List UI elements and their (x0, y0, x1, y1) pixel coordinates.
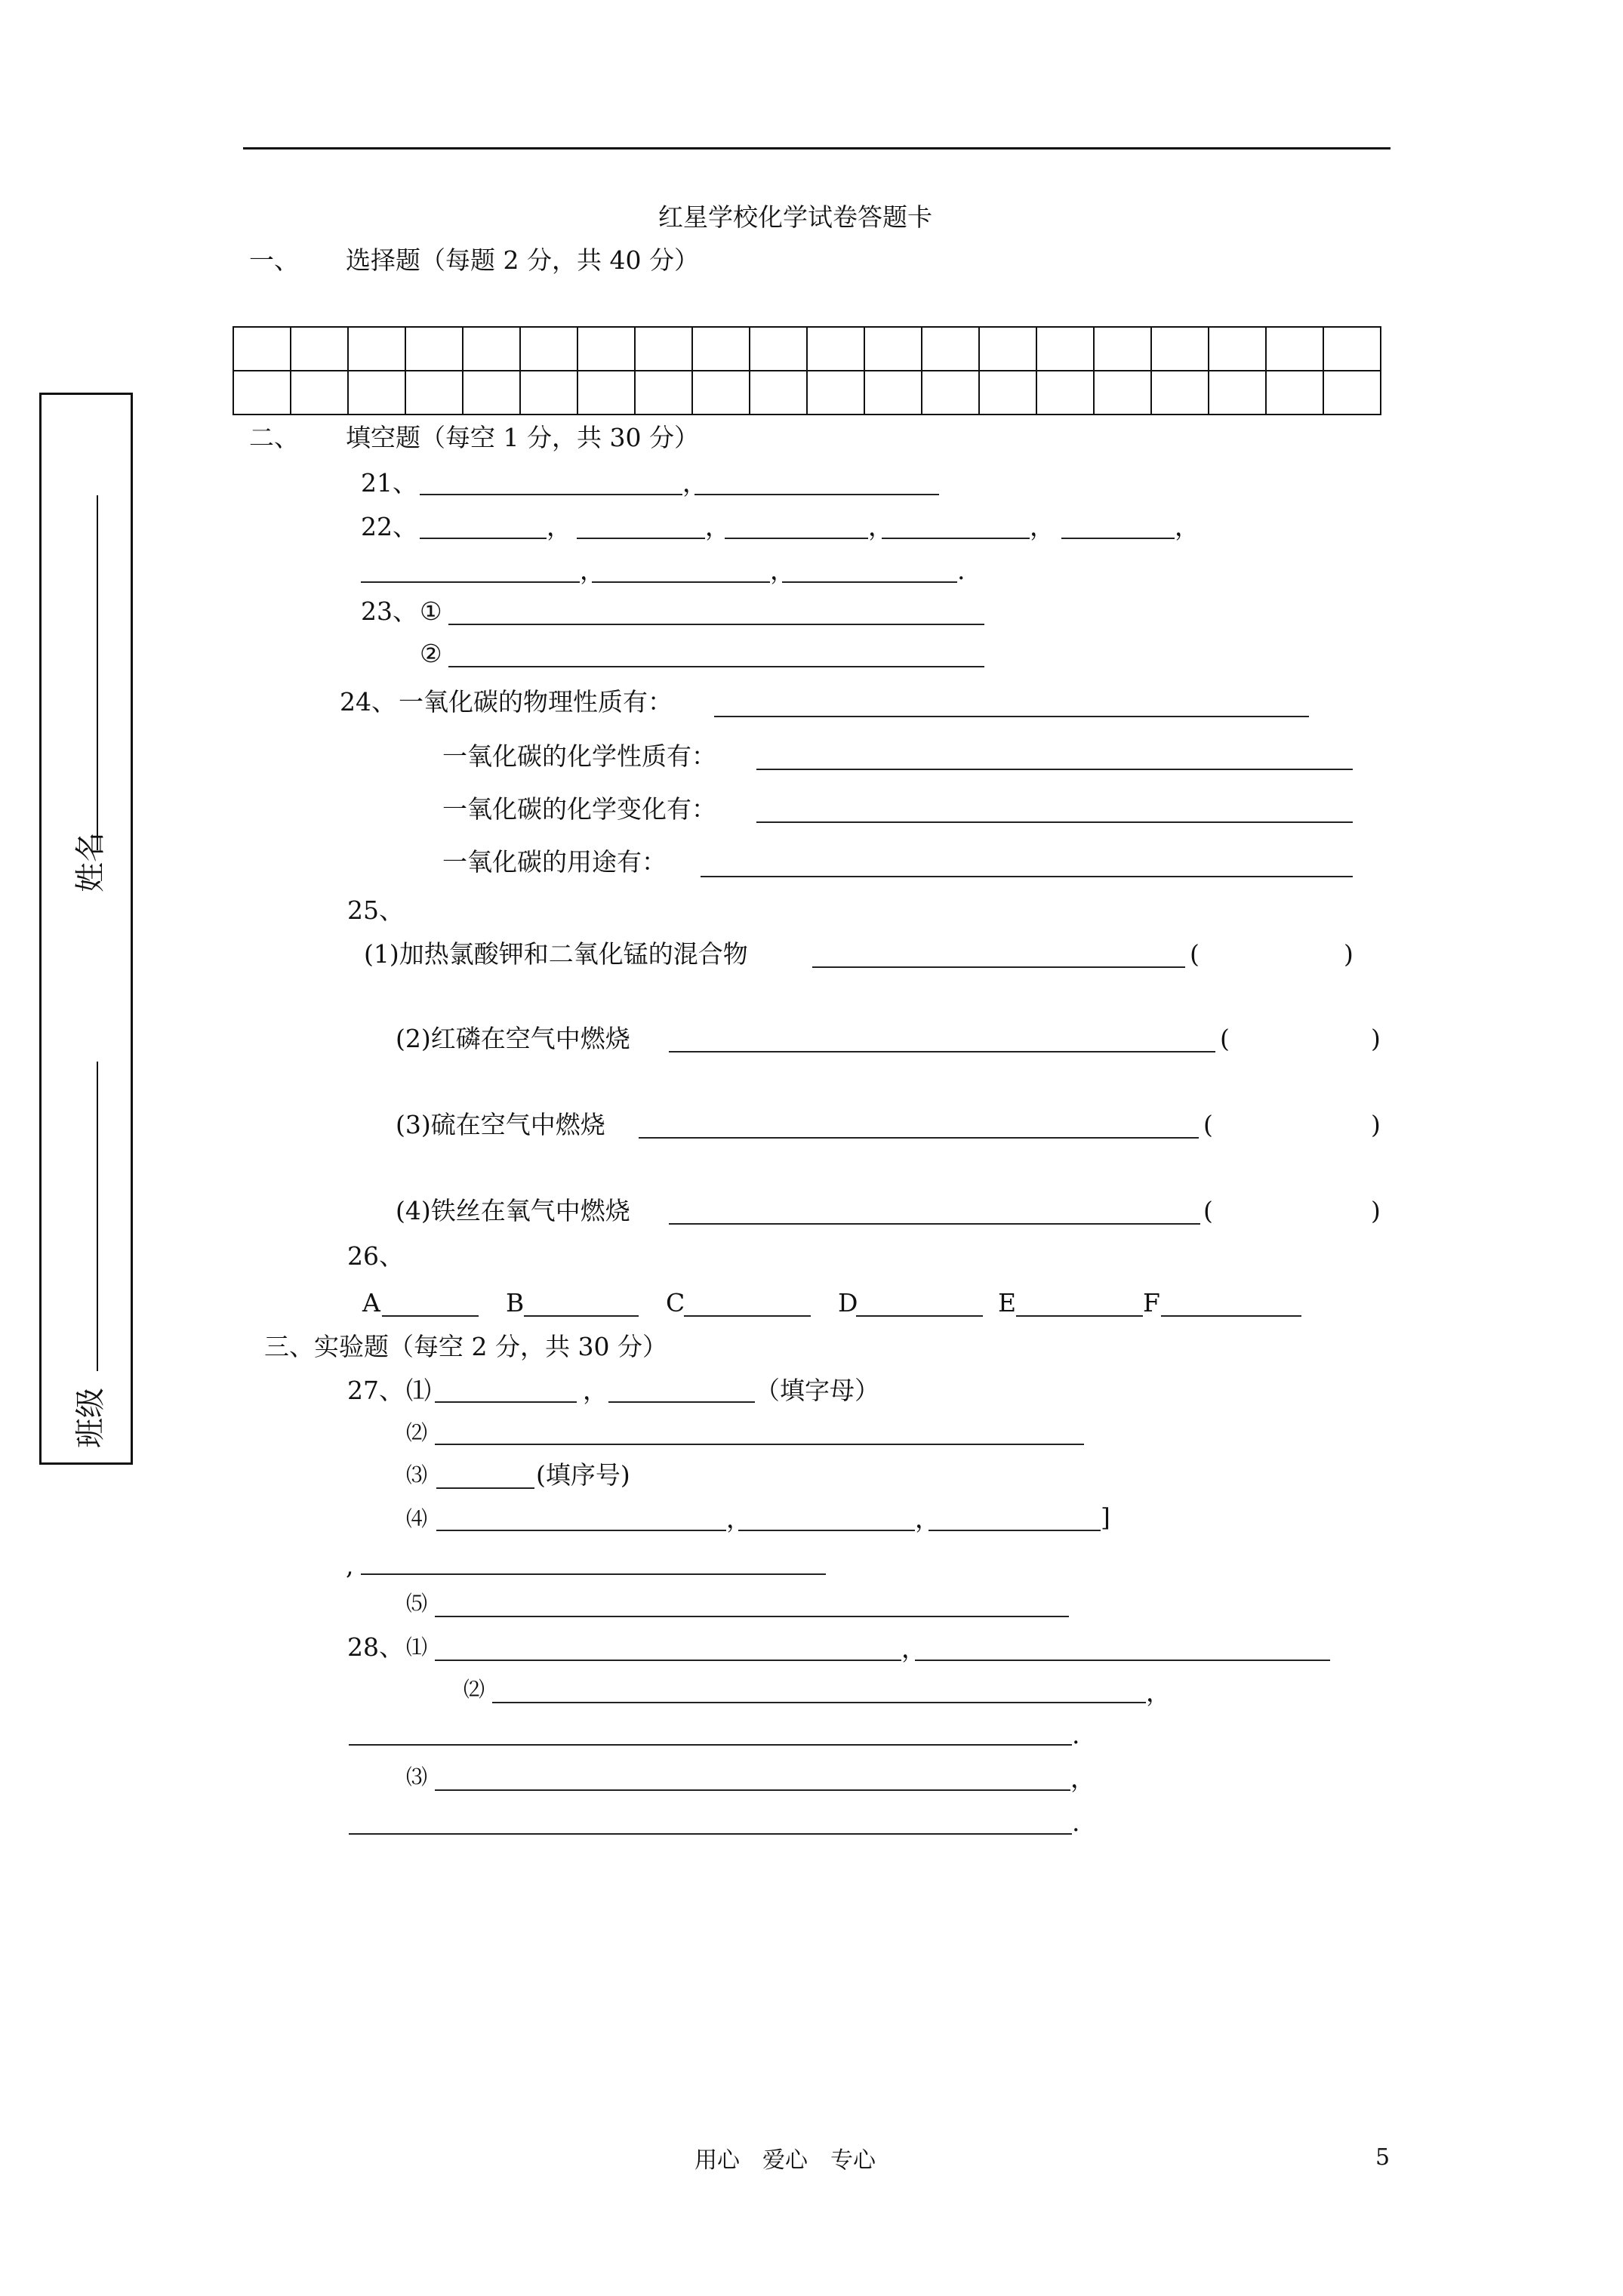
section-3-title: 三、实验题（每空 2 分，共 30 分） (264, 1332, 667, 1361)
q28-label: 28、 (347, 1632, 404, 1662)
q22-sep: ， (770, 556, 795, 585)
answer-cell[interactable] (291, 371, 348, 415)
answer-cell[interactable] (1036, 371, 1094, 415)
q25-label: 25、 (347, 895, 404, 925)
q28-part-1: ⑴ (406, 1635, 428, 1660)
q22-blank-1[interactable] (420, 538, 547, 539)
q22-label: 22、 (361, 512, 417, 541)
q22-sep: ， (1030, 512, 1055, 541)
q27-sep: ， (726, 1504, 751, 1533)
q21-blank-1[interactable] (420, 494, 682, 495)
answer-cell[interactable] (463, 327, 520, 371)
q27-p3-blank[interactable] (436, 1487, 534, 1489)
answer-cell[interactable] (520, 371, 577, 415)
answer-cell[interactable] (692, 371, 750, 415)
q24-physical-blank[interactable] (714, 716, 1309, 717)
q25-open-2: ( (1220, 1024, 1230, 1053)
q27-p1-blank-1[interactable] (435, 1401, 577, 1403)
q28-sep: ， (1146, 1678, 1171, 1707)
q25-blank-1[interactable] (812, 966, 1185, 968)
q27-p4-blank-4[interactable] (361, 1573, 826, 1575)
answer-cell[interactable] (750, 327, 807, 371)
answer-cell[interactable] (291, 327, 348, 371)
q25-item-1: (1)加热氯酸钾和二氧化锰的混合物 (364, 939, 748, 969)
q23-blank-1[interactable] (448, 624, 984, 625)
q25-close-2: ) (1371, 1024, 1381, 1053)
answer-cell[interactable] (922, 327, 979, 371)
q28-p1-blank-1[interactable] (435, 1660, 901, 1661)
q24-use-blank[interactable] (701, 876, 1353, 877)
q22-sep: ， (1175, 512, 1200, 541)
answer-cell[interactable] (1323, 327, 1381, 371)
answer-cell[interactable] (807, 327, 864, 371)
q27-sep: ， (915, 1504, 940, 1533)
q22-blank-3[interactable] (725, 538, 868, 539)
answer-cell[interactable] (635, 327, 692, 371)
grid-row (233, 371, 1381, 415)
q27-part-3: ⑶ (406, 1462, 428, 1487)
q22-blank-4[interactable] (882, 538, 1030, 539)
q23-circle-1: ① (420, 596, 442, 626)
q28-p3-blank-1[interactable] (435, 1789, 1070, 1791)
q28-end: . (1072, 1808, 1080, 1837)
q26-letter-c: C (666, 1288, 685, 1318)
section-1-title: 选择题（每题 2 分，共 40 分） (346, 245, 699, 275)
q24-use-label: 一氧化碳的用途有： (442, 847, 667, 877)
q27-p4-end: ] (1101, 1502, 1110, 1532)
q27-p1-note: （填字母） (755, 1376, 879, 1405)
q24-change-label: 一氧化碳的化学变化有： (442, 794, 716, 824)
class-label: 班级 (73, 1388, 108, 1448)
answer-cell[interactable] (577, 371, 635, 415)
grid-row (233, 327, 1381, 371)
q22-sep: ， (705, 512, 730, 541)
section-2-title: 填空题（每空 1 分，共 30 分） (346, 423, 699, 452)
q28-end: . (1072, 1720, 1080, 1749)
q24-chemical-label: 一氧化碳的化学性质有： (442, 741, 716, 771)
q25-close-1: ) (1344, 939, 1354, 969)
answer-cell[interactable] (635, 371, 692, 415)
q25-item-2: (2)红磷在空气中燃烧 (396, 1024, 630, 1053)
q27-part-1: ⑴ (406, 1376, 431, 1405)
q26-blank-d[interactable] (856, 1315, 983, 1317)
q21-sep: ， (682, 468, 707, 498)
q28-part-3: ⑶ (406, 1764, 428, 1789)
q25-blank-2[interactable] (669, 1051, 1215, 1052)
q22-end: . (957, 556, 965, 585)
q27-label: 27、 (347, 1376, 404, 1405)
q25-close-3: ) (1371, 1110, 1381, 1139)
q26-letter-e: E (998, 1288, 1017, 1318)
q25-item-4: (4)铁丝在氧气中燃烧 (396, 1196, 630, 1225)
q21-label: 21、 (361, 468, 417, 498)
answer-cell[interactable] (348, 327, 405, 371)
answer-cell[interactable] (1094, 327, 1151, 371)
header-rule (243, 147, 1390, 149)
answer-cell[interactable] (463, 371, 520, 415)
q22-blank-8[interactable] (782, 581, 957, 583)
q23-blank-2[interactable] (448, 666, 984, 667)
answer-cell[interactable] (348, 371, 405, 415)
q26-blank-f[interactable] (1161, 1315, 1301, 1317)
q25-item-3: (3)硫在空气中燃烧 (396, 1110, 605, 1139)
q24-chemical-blank[interactable] (756, 769, 1353, 770)
choice-answer-grid (233, 326, 1381, 415)
q23-circle-2: ② (420, 639, 442, 668)
q22-sep: ， (580, 556, 605, 585)
q24-change-blank[interactable] (756, 821, 1353, 823)
answer-cell[interactable] (692, 327, 750, 371)
q21-blank-2[interactable] (694, 494, 939, 495)
q26-letter-d: D (838, 1288, 858, 1318)
answer-cell[interactable] (864, 371, 922, 415)
q24-physical-label: 一氧化碳的物理性质有： (399, 687, 673, 717)
q28-p2-blank-2[interactable] (349, 1744, 1072, 1746)
answer-cell[interactable] (1266, 371, 1323, 415)
q26-blank-b[interactable] (524, 1315, 639, 1317)
section-1-number: 一、 (249, 245, 299, 275)
answer-cell[interactable] (1209, 327, 1266, 371)
q28-p1-blank-2[interactable] (915, 1660, 1330, 1661)
page-number: 5 (1375, 2144, 1390, 2171)
answer-cell[interactable] (1266, 327, 1323, 371)
q27-part-5: ⑸ (406, 1591, 428, 1616)
q22-blank-2[interactable] (577, 538, 705, 539)
q22-sep: ， (547, 512, 571, 541)
q27-p4-blank-2[interactable] (738, 1530, 915, 1531)
class-blank[interactable] (97, 1062, 98, 1371)
q25-blank-3[interactable] (639, 1137, 1199, 1139)
answer-cell[interactable] (405, 327, 463, 371)
answer-cell[interactable] (1209, 371, 1266, 415)
q23-label: 23、 (361, 596, 417, 626)
q27-p3-note: (填序号) (536, 1460, 630, 1490)
q25-close-4: ) (1371, 1196, 1381, 1225)
answer-cell[interactable] (233, 371, 291, 415)
q27-p4-blank-1[interactable] (436, 1530, 726, 1531)
student-info-box (39, 393, 133, 1465)
answer-cell[interactable] (1151, 371, 1209, 415)
q25-open-4: ( (1203, 1196, 1213, 1225)
q28-sep: ， (1070, 1764, 1095, 1793)
answer-cell[interactable] (520, 327, 577, 371)
name-blank[interactable] (97, 495, 98, 850)
answer-cell[interactable] (405, 371, 463, 415)
q26-letter-f: F (1143, 1288, 1160, 1318)
q27-part-2: ⑵ (406, 1420, 428, 1445)
q22-blank-6[interactable] (361, 581, 580, 583)
q26-label: 26、 (347, 1241, 404, 1271)
q25-open-1: ( (1190, 939, 1200, 969)
answer-cell[interactable] (1036, 327, 1094, 371)
answer-cell[interactable] (807, 371, 864, 415)
q22-blank-7[interactable] (592, 581, 770, 583)
section-2-number: 二、 (249, 423, 299, 452)
answer-cell[interactable] (979, 327, 1036, 371)
q27-part-4: ⑷ (406, 1506, 428, 1531)
q26-letter-b: B (506, 1288, 525, 1318)
q26-letter-a: A (362, 1288, 380, 1318)
q27-p2-blank[interactable] (435, 1444, 1084, 1445)
q28-part-2: ⑵ (463, 1677, 485, 1702)
q27-p1-blank-2[interactable] (608, 1401, 755, 1403)
q27-p5-blank[interactable] (435, 1616, 1069, 1617)
q27-p4-blank-3[interactable] (929, 1530, 1101, 1531)
q28-p2-blank-1[interactable] (492, 1702, 1146, 1703)
answer-cell[interactable] (1323, 371, 1381, 415)
answer-cell[interactable] (577, 327, 635, 371)
name-label: 姓名 (73, 832, 108, 892)
q22-sep: ， (868, 512, 893, 541)
answer-cell[interactable] (750, 371, 807, 415)
answer-cell[interactable] (1151, 327, 1209, 371)
answer-cell[interactable] (979, 371, 1036, 415)
q25-blank-4[interactable] (669, 1223, 1200, 1225)
q27-sep: ， (583, 1376, 608, 1405)
q26-blank-e[interactable] (1016, 1315, 1143, 1317)
answer-cell[interactable] (1094, 371, 1151, 415)
q24-label: 24、 (340, 687, 396, 717)
q26-blank-c[interactable] (684, 1315, 811, 1317)
answer-cell[interactable] (922, 371, 979, 415)
q25-open-3: ( (1203, 1110, 1213, 1139)
footer-motto: 用心 爱心 专心 (694, 2147, 876, 2174)
answer-cell[interactable] (233, 327, 291, 371)
q26-blank-a[interactable] (382, 1315, 479, 1317)
q27-p4-cont: , (346, 1551, 354, 1580)
answer-cell[interactable] (864, 327, 922, 371)
q22-blank-5[interactable] (1061, 538, 1175, 539)
page-title: 红星学校化学试卷答题卡 (658, 202, 932, 232)
q28-sep: ， (901, 1634, 926, 1663)
q28-p3-blank-2[interactable] (349, 1833, 1072, 1835)
